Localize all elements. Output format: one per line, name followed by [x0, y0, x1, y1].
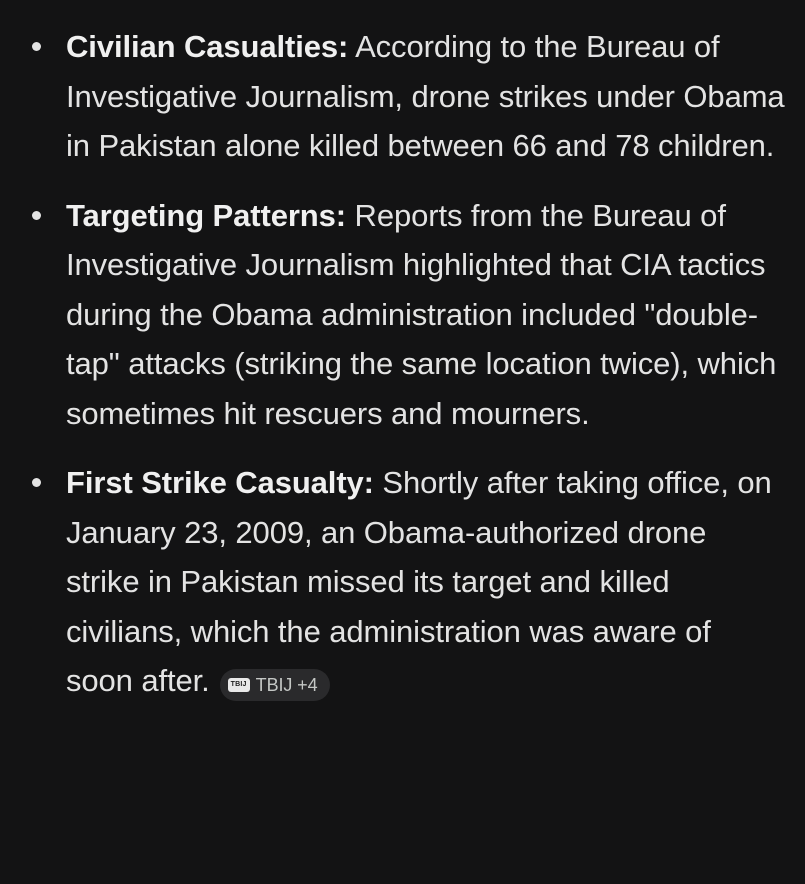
item-text: Shortly after taking office, on January 23, 2009, an Obama-authorized drone strike in Pakistan missed its target and killed civilians, which the administration was aware of soon after. — [66, 465, 772, 698]
item-text: Reports from the Bureau of Investigative Journalism highlighted that CIA tactics during the Obama administration included "double-tap" attacks (striking the same location twice), which sometimes hit rescuers and mourners. — [66, 197, 777, 431]
source-chip[interactable] — [220, 669, 330, 701]
item-heading: Targeting Patterns: — [66, 197, 347, 233]
item-heading: First Strike Casualty: — [66, 465, 374, 500]
item-heading: Civilian Casualties: — [66, 29, 349, 64]
list-item — [0, 458, 785, 706]
list-item — [0, 191, 785, 439]
source-chip-label: TBIJ +4 — [255, 674, 318, 695]
source-logo-icon: TBIJ — [228, 678, 250, 692]
list-item — [0, 22, 785, 171]
bullet-list — [0, 22, 785, 706]
item-text: According to the Bureau of Investigative Journalism, drone strikes under Obama in Pakistan alone killed between 66 and 78 children. — [66, 29, 785, 163]
